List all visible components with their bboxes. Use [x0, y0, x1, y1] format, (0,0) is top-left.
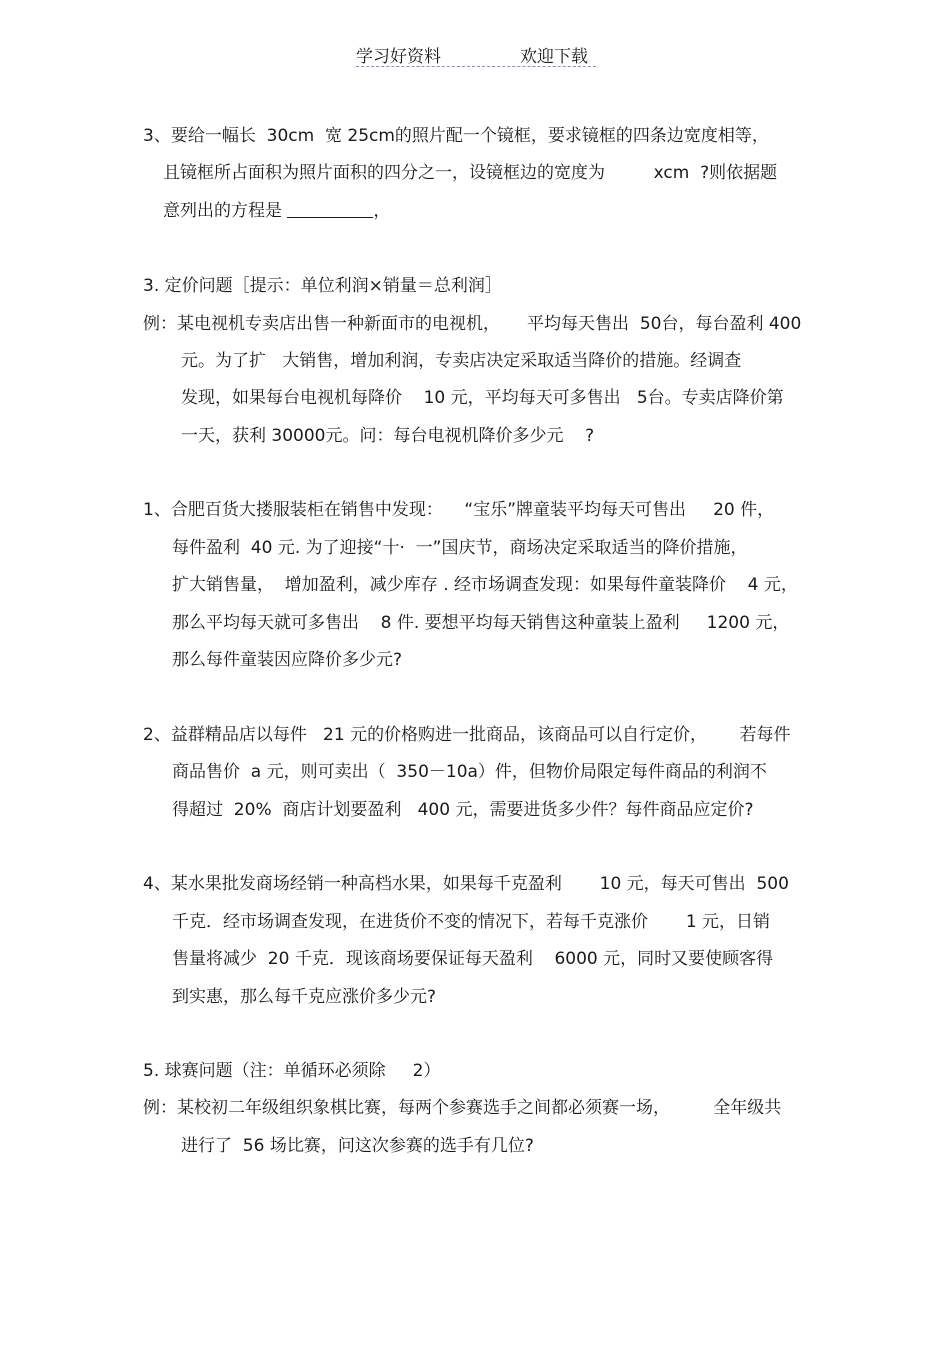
answer-blank [287, 201, 373, 218]
text-span: 意列出的方程是 [163, 201, 282, 221]
text-line: 例：某电视机专卖店出售一种新面市的电视机， 平均每天售出 50台，每台盈利 400 [143, 314, 802, 334]
text-line: 千克．经市场调查发现，在进货价不变的情况下，若每千克涨价 1 元，日销 [172, 912, 771, 932]
text-line: 扩大销售量， 增加盈利，减少库存 . 经市场调查发现：如果每件童装降价 4 元， [172, 575, 798, 595]
text-line: 到实惠，那么每千克应涨价多少元? [172, 987, 437, 1007]
header-left-text: 学习好资料 [356, 47, 441, 67]
text-line: 售量将减少 20 千克．现该商场要保证每天盈利 6000 元，同时又要使顾客得 [172, 949, 774, 969]
text-line: 得超过 20% 商店计划要盈利 400 元，需要进货多少件？每件商品应定价? [172, 800, 754, 820]
text-line: 进行了 56 场比赛，问这次参赛的选手有几位? [181, 1136, 534, 1156]
text-span: ， [373, 201, 391, 221]
text-line: 1、合肥百货大搂服装柜在销售中发现： “宝乐”牌童装平均每天可售出 20 件， [143, 500, 775, 520]
section-title: 5. 球赛问题（注：单循环必须除 2） [143, 1061, 441, 1081]
header-right-text: 欢迎下载 [520, 47, 588, 67]
section-title: 3. 定价问题［提示：单位利润×销量＝总利润］ [143, 276, 502, 296]
text-line: 一天，获利 30000元。问：每台电视机降价多少元 ? [181, 426, 595, 446]
text-line: 那么每件童装因应降价多少元? [172, 650, 403, 670]
text-line: 4、某水果批发商场经销一种高档水果，如果每千克盈利 10 元，每天可售出 500 [143, 874, 789, 894]
text-line: 例：某校初二年级组织象棋比赛，每两个参赛选手之间都必须赛一场， 全年级共 [143, 1098, 782, 1118]
text-line: 且镜框所占面积为照片面积的四分之一，设镜框边的宽度为 xcm ?则依据题 [163, 163, 778, 183]
text-line [163, 200, 390, 222]
text-line: 每件盈利 40 元. 为了迎接“十· 一”国庆节，商场决定采取适当的降价措施， [172, 538, 748, 558]
text-line: 商品售价 a 元，则可卖出（ 350－10a）件，但物价局限定每件商品的利润不 [172, 762, 767, 782]
text-line: 元。为了扩 大销售，增加利润，专卖店决定采取适当降价的措施。经调查 [181, 351, 742, 371]
text-line: 发现，如果每台电视机每降价 10 元，平均每天可多售出 5台。专卖店降价第 [181, 388, 784, 408]
page-header [356, 40, 596, 67]
text-line: 3、要给一幅长 30cm 宽 25cm的照片配一个镜框，要求镜框的四条边宽度相等， [143, 126, 769, 146]
text-line: 2、益群精品店以每件 21 元的价格购进一批商品，该商品可以自行定价， 若每件 [143, 725, 791, 745]
text-line: 那么平均每天就可多售出 8 件. 要想平均每天销售这种童装上盈利 1200 元， [172, 613, 790, 633]
